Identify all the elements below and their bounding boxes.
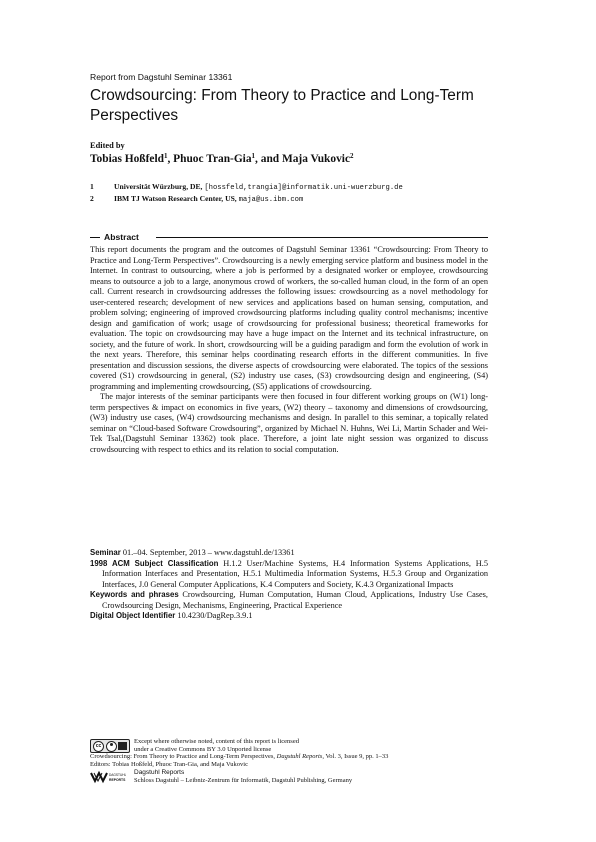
abstract-heading-bar [90, 232, 488, 244]
affiliation-name: Universität Würzburg, DE, [114, 182, 203, 191]
metadata-item [90, 611, 488, 622]
author-list [90, 153, 354, 165]
creative-commons-icon[interactable] [90, 739, 130, 753]
author-separator: , and [255, 153, 282, 165]
affiliation-item [90, 194, 488, 206]
metadata-value: Crowdsourcing, Human Computation, Human Cloud, Applications, Industry Use Cases, Crowdsourcing Design, Mechanisms, Engineering, Practical Experience [102, 590, 488, 610]
affiliation-email: maja@us.ibm.com [238, 196, 304, 204]
edited-by-label: Edited by [90, 141, 125, 150]
metadata-block [90, 548, 488, 622]
affiliation-number: 1 [90, 182, 94, 191]
abstract-body [90, 245, 488, 455]
publisher-address: Schloss Dagstuhl – Leibniz-Zentrum für Informatik, Dagstuhl Publishing, Germany [134, 776, 353, 784]
author-separator: , [167, 153, 174, 165]
citation-suffix: , Vol. 3, Issue 9, pp. 1–33 [322, 753, 389, 760]
metadata-value: 10.4230/DagRep.3.9.1 [177, 611, 253, 620]
citation-journal: Dagstuhl Reports [276, 753, 323, 760]
metadata-item [90, 590, 488, 611]
heading-rule [156, 237, 488, 238]
dagstuhl-logo-icon [90, 770, 126, 784]
citation-line [90, 753, 488, 761]
abstract-heading: Abstract [104, 232, 139, 242]
metadata-value: H.1.2 User/Machine Systems, H.4 Information Systems Applications, H.5 Information Interfaces and Presentation, H.5.1 Multimedia Information Systems, H.5.3 Group and Organization Interfaces, J.0 General Computer Applications, K.4 Computers and Society, K.4.3 Organizational Impacts [102, 558, 488, 589]
metadata-key: Digital Object Identifier [90, 611, 176, 620]
publisher-row [90, 769, 488, 785]
paper-title: Crowdsourcing: From Theory to Practice and Long-Term Perspectives [90, 87, 474, 124]
author-affiliation-mark: 1 [251, 152, 256, 160]
author-affiliation-mark: 2 [350, 152, 354, 160]
report-series-label: Report from Dagstuhl Seminar 13361 [90, 72, 233, 82]
affiliation-email: [hossfeld,trangia]@informatik.uni-wuerzburg.de [204, 184, 403, 192]
attribution-icon [106, 741, 117, 752]
logo-text-bottom: REPORTS [109, 778, 126, 783]
author-name: Maja Vukovic [281, 153, 351, 165]
heading-rule [90, 237, 100, 238]
license-link[interactable]: under a Creative Commons BY 3.0 Unported license [134, 745, 272, 753]
metadata-key: Seminar [90, 548, 121, 557]
license-strip-icon [118, 742, 127, 750]
citation-prefix: Crowdsourcing: From Theory to Practice and Long-Term Perspectives, [90, 753, 277, 760]
abstract-paragraph: This report documents the program and the outcomes of Dagstuhl Seminar 13361 “Crowdsourcing: From Theory to Practice and Long-Term Perspectives”. Crowdsourcing is a newly emerging service platform and business model in the Internet. In contrast to outsourcing, where a job is performed by a designated worker or employee, crowdsourcing means to outsource a job to a large, anonymous crowd of workers, the so-called human cloud, in the form of an open call. Current research in crowdsourcing addresses the following issues: crowdsourcing as a novel methodology for user-centered research; development of new services and applications based on human sensing, computation, and problem solving; engineering of improved crowdsourcing platforms including quality control mechanisms; incentive design and gamification of work; usage of crowdsourcing for professional business; theoretical frameworks for evaluation. The topic on crowdsourcing may have a huge impact on the Internet and its technical infrastructure, on society, and the future of work. In short, crowdsourcing will be a guiding paradigm and form the evolution of work in the next years. Therefore, this seminar helps coordinating research efforts in the different communities. In five presentation and discussion sessions, the diverse aspects of crowdsourcing were elaborated. The topics of the sessions covered (S1) crowdsourcing in general, (S2) industry use cases, (S3) crowdsourcing design and engineering, (S4) programming and implementing crowdsourcing, (S5) applications of crowdsourcing. [90, 245, 488, 391]
author-name: Phuoc Tran-Gia [173, 153, 252, 165]
cc-icon: cc [93, 741, 104, 752]
publisher-name: Dagstuhl Reports [134, 769, 185, 777]
metadata-item [90, 548, 488, 559]
affiliation-list [90, 182, 488, 206]
abstract-paragraph: The major interests of the seminar participants were then focused in four different working groups on (W1) long-term perspectives & impact on economics in five years, (W2) theory – taxonomy and dimensions of crowdsourcing, (W3) industry use cases, (W4) crowdsourcing mechanisms and design. In parallel to this seminar, a topically related seminar on “Cloud-based Software Crowdsouring”, organized by Michael N. Huhns, Wei Li, Martin Schader and Wei-Tek Tsal,(Dagstuhl Seminar 13362) took place. Therefore, a joint late night session was organized to discuss crowdsourcing with respect to ethics and its relation to social computation. [90, 392, 488, 454]
editors-line: Editors: Tobias Hoßfeld, Phuoc Tran-Gia, and Maja Vukovic [90, 760, 248, 768]
affiliation-number: 2 [90, 194, 94, 203]
author-name: Tobias Hoßfeld [90, 153, 164, 165]
license-text: Except where otherwise noted, content of this report is licensed [134, 738, 299, 745]
logo-text-top: DAGSTUHL [109, 773, 126, 778]
license-footer [90, 738, 488, 785]
author-affiliation-mark: 1 [163, 152, 168, 160]
affiliation-name: IBM TJ Watson Research Center, US, [114, 194, 237, 203]
metadata-key: Keywords and phrases [90, 590, 179, 599]
metadata-value: 01.–04. September, 2013 – www.dagstuhl.de/13361 [122, 548, 295, 557]
affiliation-item [90, 182, 488, 194]
metadata-item [90, 559, 488, 591]
license-row [90, 738, 488, 753]
metadata-key: 1998 ACM Subject Classification [90, 558, 219, 568]
